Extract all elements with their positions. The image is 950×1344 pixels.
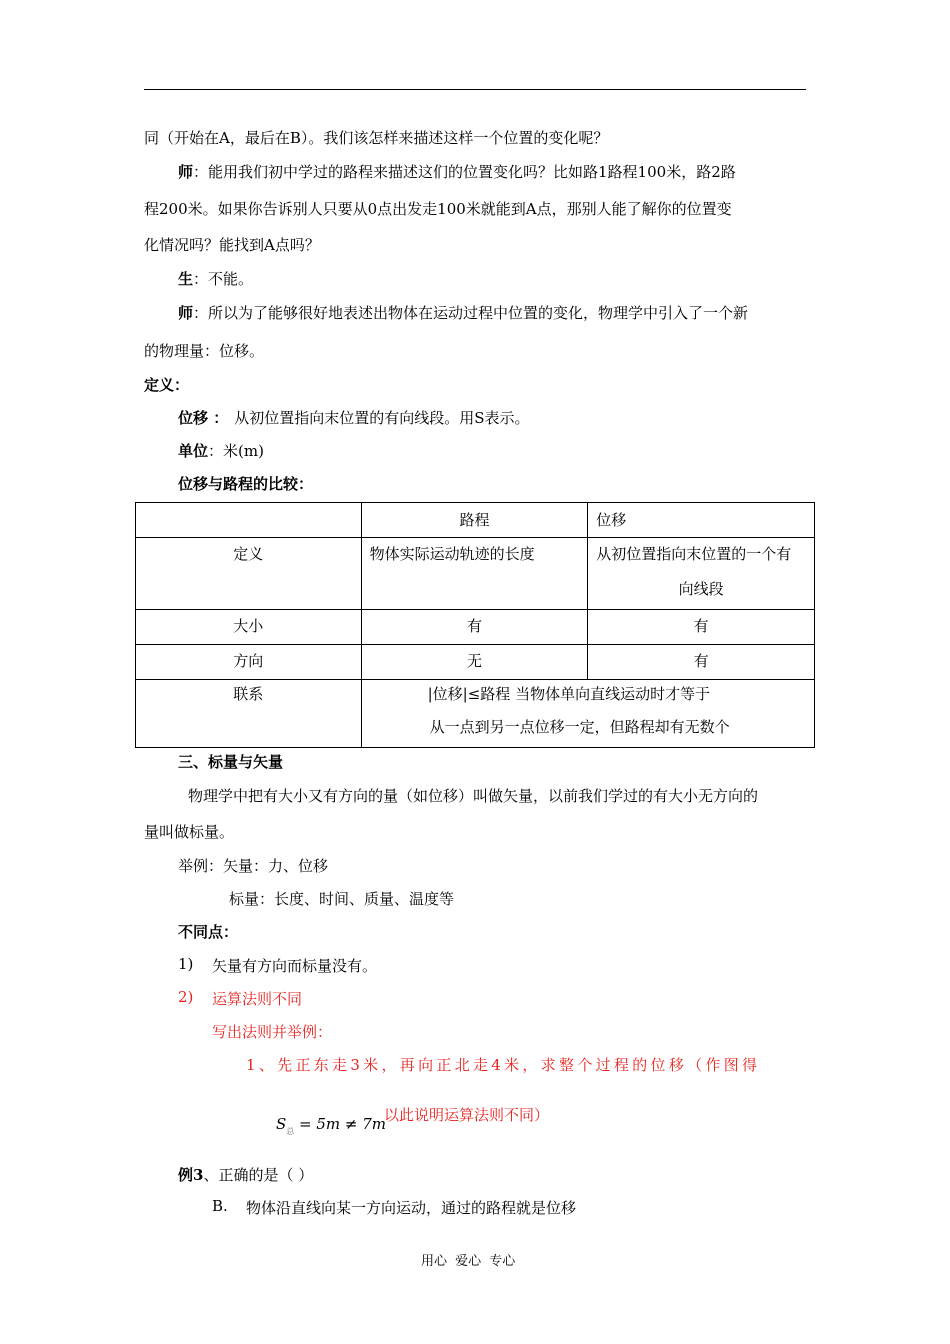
example-vectors: 举例：矢量：力、位移 <box>178 857 329 875</box>
list-item <box>178 955 378 975</box>
row-label: 联系 <box>136 680 362 748</box>
line-text: ：所以为了能够很好地表述出物体在运动过程中位置的变化，物理学中引入了一个新 <box>193 304 749 322</box>
cell-line: |位移|≤路程 当物体单向直线运动时才等于 <box>427 685 711 703</box>
table-cell: 物体实际运动轨迹的长度 <box>361 538 588 610</box>
paragraph-line: 量叫做标量。 <box>144 823 235 841</box>
term-text: ：米(m) <box>208 442 264 460</box>
comparison-table <box>135 502 815 748</box>
paragraph-line: 程200米。如果你告诉别人只要从0点出发走100米就能到A点，那别人能了解你的位置变 <box>144 200 732 218</box>
table-header-displacement: 位移 <box>588 503 815 538</box>
table-row <box>136 538 815 610</box>
line-text: ：能用我们初中学过的路程来描述这们的位置变化吗？比如路1路程100米，路2路 <box>193 163 736 181</box>
option-b <box>212 1197 577 1217</box>
table-row <box>136 645 815 680</box>
worked-example-end: 以此说明运算法则不同） <box>384 1106 550 1124</box>
formula-expression: = 5m ≠ 7m <box>294 1115 387 1133</box>
teacher-line <box>178 161 736 182</box>
teacher-line <box>178 302 748 323</box>
definition-heading: 定义： <box>144 376 190 394</box>
table-row <box>136 610 815 645</box>
table-row <box>136 503 815 538</box>
list-text: 运算法则不同 <box>212 990 303 1008</box>
paragraph-line: 同（开始在A，最后在B）。我们该怎样来描述这样一个位置的变化呢？ <box>144 129 609 147</box>
table-cell: 无 <box>361 645 588 680</box>
list-number: 2) <box>178 988 194 1006</box>
term-label: 位移 ： <box>178 409 229 427</box>
cell-line: 从初位置指向末位置的一个有 <box>596 545 792 563</box>
speaker-label: 师 <box>178 304 194 322</box>
term-text: 从初位置指向末位置的有向线段。用S表示。 <box>234 409 530 427</box>
formula-subscript: 总 <box>286 1127 295 1136</box>
list-item <box>178 988 303 1008</box>
displacement-formula <box>276 1115 386 1137</box>
unit-line <box>178 440 264 461</box>
comparison-heading: 位移与路程的比较： <box>178 475 314 493</box>
table-cell-merged <box>361 680 814 748</box>
line-text: ：不能。 <box>193 270 254 288</box>
example3-heading <box>178 1164 313 1185</box>
cell-line: 向线段 <box>678 580 724 598</box>
speaker-label: 生 <box>178 270 194 288</box>
table-cell: 有 <box>588 610 815 645</box>
paragraph-line: 物理学中把有大小又有方向的量（如位移）叫做矢量，以前我们学过的有大小无方向的 <box>188 787 759 805</box>
table-header-path: 路程 <box>361 503 588 538</box>
term-label: 单位 <box>178 442 209 460</box>
cell-line: 从一点到另一点位移一定，但路程却有无数个 <box>429 718 730 736</box>
table-cell <box>588 538 815 610</box>
worked-example: 1、先正东走3米，再向正北走4米，求整个过程的位移（作图得 <box>246 1056 761 1074</box>
list-text: 矢量有方向而标量没有。 <box>212 957 378 975</box>
list-number: 1) <box>178 955 194 973</box>
differences-heading: 不同点： <box>178 923 239 941</box>
example-scalars: 标量：长度、时间、质量、温度等 <box>229 890 455 908</box>
paragraph-line: 化情况吗？能找到A点吗？ <box>144 236 320 254</box>
speaker-label: 师 <box>178 163 194 181</box>
example-text: 、正确的是（ ） <box>203 1166 314 1184</box>
paragraph-line: 的物理量：位移。 <box>144 342 265 360</box>
row-label: 大小 <box>136 610 362 645</box>
table-cell <box>136 503 362 538</box>
table-cell: 有 <box>588 645 815 680</box>
option-label: B. <box>212 1197 228 1215</box>
section-heading: 三、标量与矢量 <box>178 753 284 771</box>
page-footer: 用心 爱心 专心 <box>421 1254 516 1269</box>
table-row <box>136 680 815 748</box>
formula-symbol: S <box>276 1115 287 1133</box>
example-label: 例3 <box>178 1166 204 1184</box>
row-label: 定义 <box>136 538 362 610</box>
write-rule-prompt: 写出法则并举例： <box>212 1023 333 1041</box>
displacement-definition <box>178 407 530 428</box>
row-label: 方向 <box>136 645 362 680</box>
option-text: 物体沿直线向某一方向运动，通过的路程就是位移 <box>246 1199 577 1217</box>
header-rule <box>144 89 806 90</box>
student-line <box>178 268 253 289</box>
table-cell: 有 <box>361 610 588 645</box>
